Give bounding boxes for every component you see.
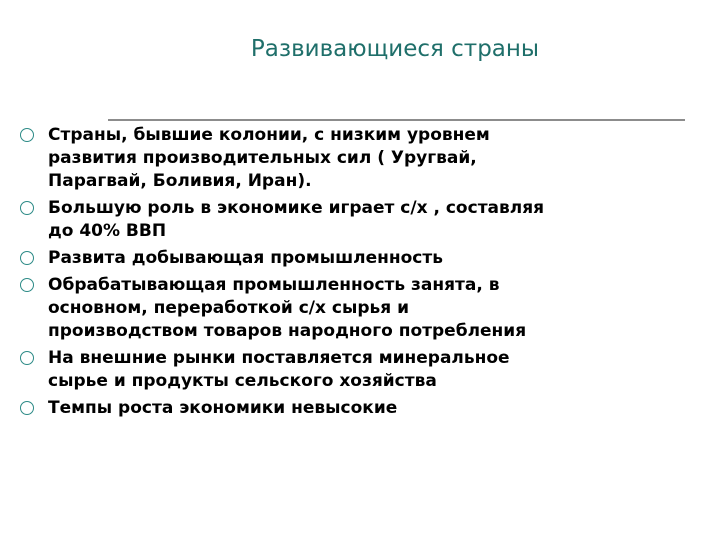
- slide-title: Развивающиеся страны: [250, 36, 540, 62]
- list-item: [18, 247, 698, 270]
- bullet-text: Темпы роста экономики невысокие: [48, 398, 398, 418]
- bullet-text: На внешние рынки поставляется минеральное сырье и продукты сельского хозяйства: [48, 348, 510, 391]
- circle-bullet-icon: [20, 278, 34, 292]
- bullet-text: Обрабатывающая промышленность занята, в основном, переработкой с/х сырья и производством товаров народного потребления: [48, 275, 527, 341]
- list-item: [18, 397, 698, 420]
- list-item: [18, 274, 698, 343]
- circle-bullet-icon: [20, 251, 34, 265]
- bullet-text: Страны, бывшие колонии, с низким уровнем развития производительных сил ( Уругвай, Парагвай, Боливия, Иран).: [48, 125, 490, 191]
- bullet-text: Большую роль в экономике играет с/х , составляя до 40% ВВП: [48, 198, 545, 241]
- title-divider: [108, 119, 685, 121]
- bullet-list: [18, 124, 698, 424]
- circle-bullet-icon: [20, 351, 34, 365]
- circle-bullet-icon: [20, 128, 34, 142]
- circle-bullet-icon: [20, 201, 34, 215]
- bullet-text: Развита добывающая промышленность: [48, 248, 443, 268]
- circle-bullet-icon: [20, 401, 34, 415]
- list-item: [18, 124, 698, 193]
- list-item: [18, 197, 698, 243]
- list-item: [18, 347, 698, 393]
